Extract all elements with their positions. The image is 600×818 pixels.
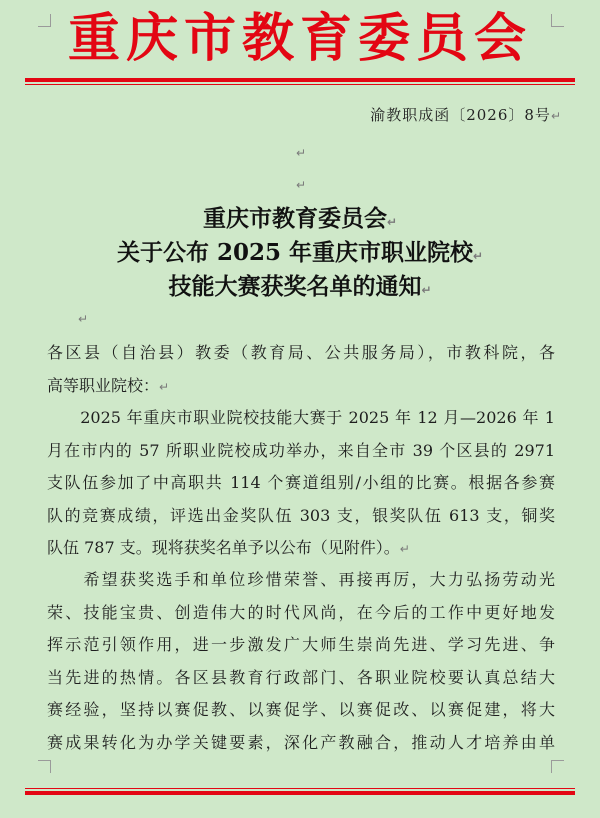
footer-rule-thick (25, 791, 575, 795)
document-number: 渝教职成函〔2026〕8号↵ (370, 106, 562, 124)
paragraph-mark-icon: ↵ (550, 109, 562, 123)
paragraph-mark-icon: ↵ (421, 283, 432, 297)
paragraph-mark-icon: ↵ (386, 215, 398, 229)
paragraph-line: 当先进的热情。各区县教育行政部门、各职业院校要认真总结大 (47, 667, 555, 687)
title-line-1: 重庆市教育委员会↵ (202, 205, 398, 232)
masthead: 重庆市教育委员会 (67, 9, 532, 69)
paragraph-line: 挥示范引领作用，进一步激发广大师生崇尚先进、学习先进、争 (47, 635, 555, 654)
salutation-line: 高等职业院校：↵ (47, 375, 170, 395)
footer-rule-thin (25, 788, 575, 789)
corner-mark-bottom-right (551, 760, 564, 773)
paragraph-mark-icon: ↵ (159, 379, 170, 394)
paragraph-1 (47, 402, 555, 566)
masthead-rule-thin (25, 84, 575, 85)
paragraph-line: 赛成果转化为办学关键要素，深化产教融合，推动人才培养由单 (47, 732, 555, 752)
title-line-2: 关于公布 2025 年重庆市职业院校↵ (116, 239, 484, 266)
paragraph-mark-icon: ↵ (296, 146, 307, 160)
paragraph-line: 队伍 787 支。现将获奖名单予以公布（见附件）。↵ (47, 538, 410, 557)
paragraph-line: 赛经验，坚持以赛促教、以赛促学、以赛促改、以赛促建，将大 (47, 700, 555, 719)
paragraph-line: 队的竞赛成绩，评选出金奖队伍 303 支，银奖队伍 613 支，铜奖 (47, 505, 555, 525)
paragraph-mark-icon: ↵ (399, 542, 410, 556)
masthead-rule-thick (25, 78, 575, 82)
paragraph-mark-icon: ↵ (78, 312, 89, 326)
corner-mark-bottom-left (38, 760, 51, 773)
paragraph-2 (47, 564, 555, 759)
title-line-3: 技能大赛获奖名单的通知↵ (168, 273, 432, 300)
paragraph-line: 月在市内的 57 所职业院校成功举办，来自全市 39 个区县的 2971 (47, 440, 555, 460)
paragraph-line: 支队伍参加了中高职共 114 个赛道组别/小组的比赛。根据各参赛 (47, 473, 555, 492)
paragraph-mark-icon: ↵ (472, 249, 484, 263)
salutation-line: 各区县（自治县）教委（教育局、公共服务局），市教科院，各 (47, 343, 555, 362)
paragraph-line: 荣、技能宝贵、创造伟大的时代风尚，在今后的工作中更好地发 (47, 602, 555, 622)
paragraph-line: 2025 年重庆市职业院校技能大赛于 2025 年 12 月—2026 年 1 (47, 408, 555, 427)
paragraph-line: 希望获奖选手和单位珍惜荣誉、再接再厉，大力弘扬劳动光 (47, 570, 555, 589)
salutation (47, 337, 555, 403)
paragraph-mark-icon: ↵ (296, 178, 307, 192)
